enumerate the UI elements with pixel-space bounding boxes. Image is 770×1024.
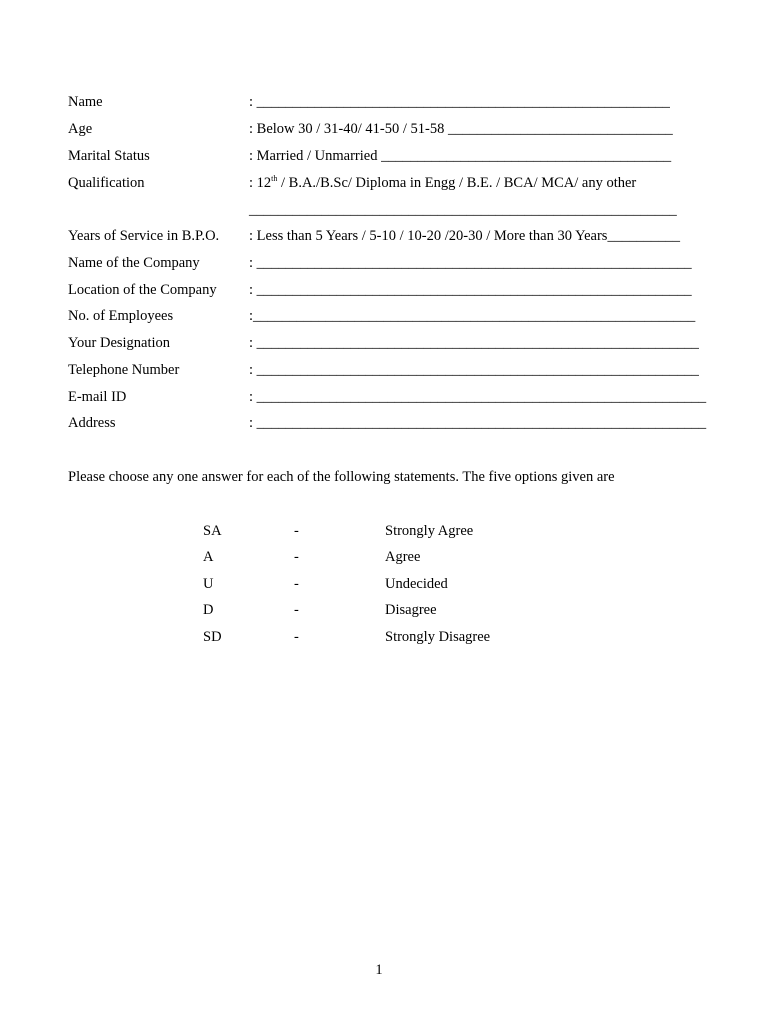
field-label: Your Designation: [68, 335, 171, 351]
scale-code: U: [203, 576, 214, 592]
scale-code: A: [203, 549, 214, 565]
scale-option: [203, 574, 603, 594]
qualification-superscript: th: [271, 174, 278, 183]
scale-code: SA: [203, 523, 222, 539]
field-line[interactable]: : ____________________________________________________________: [249, 282, 692, 298]
field-line[interactable]: : Married / Unmarried ________________________________________: [249, 148, 672, 164]
qualification-prefix: : 12: [249, 175, 272, 191]
scale-option: [203, 627, 603, 647]
field-line[interactable]: : Below 30 / 31-40/ 41-50 / 51-58 _______________________________: [249, 121, 673, 137]
scale-option: [203, 521, 603, 541]
field-line[interactable]: : ______________________________________________________________: [249, 389, 707, 405]
field-label: Telephone Number: [68, 362, 180, 378]
scale-code: SD: [203, 629, 222, 645]
field-label: Name: [68, 94, 103, 110]
field-line[interactable]: : Less than 5 Years / 5-10 / 10-20 /20-30 / More than 30 Years__________: [249, 228, 680, 244]
field-label: Name of the Company: [68, 255, 200, 271]
field-line[interactable]: : _____________________________________________________________: [249, 362, 699, 378]
field-qualification-continuation-line[interactable]: ___________________________________________________________: [249, 202, 677, 218]
qualification-options: / B.A./B.Sc/ Diploma in Engg / B.E. / BCA/ MCA/ any other: [277, 175, 637, 191]
field-label: Qualification: [68, 175, 145, 191]
scale-meaning: Undecided: [385, 576, 448, 592]
field-line[interactable]: : _____________________________________________________________: [249, 335, 699, 351]
field-label: Address: [68, 415, 116, 431]
scale-option: [203, 547, 603, 567]
scale-meaning: Disagree: [385, 602, 437, 618]
field-label: Age: [68, 121, 93, 137]
field-label: Marital Status: [68, 148, 150, 164]
scale-dash: -: [294, 523, 299, 539]
field-line[interactable]: :_____________________________________________________________: [249, 308, 696, 324]
field-label: E-mail ID: [68, 389, 127, 405]
scale-dash: -: [294, 629, 299, 645]
field-line[interactable]: : ____________________________________________________________: [249, 255, 692, 271]
scale-dash: -: [294, 576, 299, 592]
field-line[interactable]: : _________________________________________________________: [249, 94, 670, 110]
scale-dash: -: [294, 549, 299, 565]
field-label: No. of Employees: [68, 308, 174, 324]
scale-meaning: Strongly Agree: [385, 523, 474, 539]
scale-dash: -: [294, 602, 299, 618]
instruction-text: Please choose any one answer for each of the following statements. The five options given are: [68, 469, 615, 485]
scale-option: [203, 600, 603, 620]
field-line[interactable]: : ______________________________________________________________: [249, 415, 707, 431]
scale-meaning: Strongly Disagree: [385, 629, 491, 645]
page-number: 1: [375, 962, 383, 978]
scale-meaning: Agree: [385, 549, 421, 565]
scale-code: D: [203, 602, 214, 618]
field-label: Years of Service in B.P.O.: [68, 228, 220, 244]
field-label: Location of the Company: [68, 282, 217, 298]
field-line[interactable]: [249, 173, 636, 193]
